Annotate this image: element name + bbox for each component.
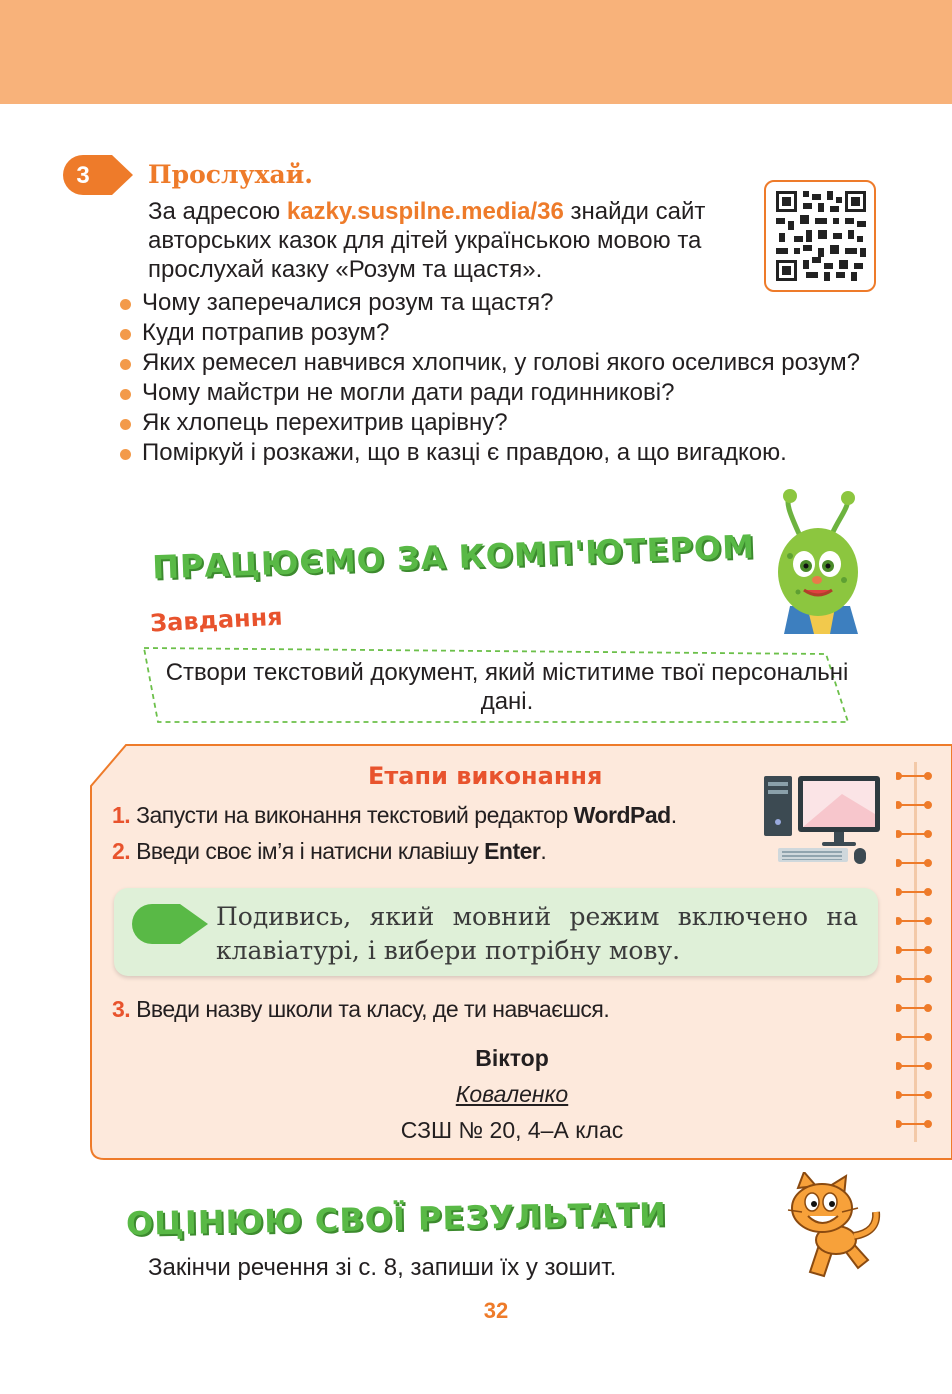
scratch-cat-icon — [780, 1172, 884, 1280]
stages-panel — [90, 744, 952, 1160]
example-first-name: Віктор — [475, 1045, 549, 1071]
example-school: СЗШ № 20, 4–А клас — [400, 1117, 624, 1143]
computer-section-heading: ПРАЦЮЄМО ЗА КОМП'ЮТЕРОМ — [151, 527, 756, 587]
example-last-name: Коваленко — [455, 1081, 569, 1107]
computer-icon — [762, 774, 882, 866]
step-3: 3. Введи назву школи та класу, де ти навчаєшся. — [112, 996, 610, 1022]
keyboard-language-note — [114, 888, 878, 976]
list-item: Поміркуй і розкажи, що в казці є правдою, а що вигадкою. — [118, 438, 860, 468]
exercise-title: Прослухай. — [148, 160, 313, 189]
alien-mascot-icon — [770, 488, 864, 634]
step-2: 2. Введи своє ім’я і натисни клавішу Enter. — [112, 838, 547, 864]
binder-rings-icon — [896, 762, 936, 1142]
results-heading: ОЦІНЮЮ СВОЇ РЕЗУЛЬТАТИ — [125, 1195, 668, 1243]
list-item: Яких ремесел навчився хлопчик, у голові якого оселився розум? — [118, 348, 860, 378]
exercise-number: 3 — [76, 162, 90, 189]
qr-code[interactable] — [764, 180, 876, 292]
list-item: Як хлопець перехитрив царівну? — [118, 408, 860, 438]
page-number: 32 — [483, 1298, 509, 1323]
task-box — [142, 646, 848, 722]
list-item: Чому заперечалися розум та щастя? — [118, 288, 860, 318]
list-item: Куди потрапив розум? — [118, 318, 860, 348]
story-link[interactable]: kazky.suspilne.media/36 — [286, 198, 564, 225]
example-document — [312, 1040, 712, 1148]
note-text: Подивись, який мовний режим включено на клавіатурі, і вибери потрібну мову. — [216, 902, 858, 965]
step-1: 1. Запусти на виконання текстовий редактор WordPad. — [112, 802, 677, 828]
task-text: Створи текстовий документ, який міститиме твої персональні дані. — [165, 659, 849, 715]
top-color-band — [0, 0, 952, 104]
list-item: Чому майстри не могли дати ради годинникові? — [118, 378, 860, 408]
stages-title: Етапи виконання — [368, 762, 603, 790]
task-label: Завдання — [149, 602, 284, 638]
qr-code-icon — [776, 190, 866, 282]
note-arrow-icon — [130, 902, 210, 946]
exercise-intro: За адресою kazky.suspilne.media/36 знайди сайт авторських казок для дітей українською мовою та прослухай казку «Розум та щастя». — [148, 198, 706, 283]
exercise-number-badge — [62, 154, 134, 196]
results-text: Закінчи речення зі с. 8, запиши їх у зошит. — [148, 1254, 617, 1281]
question-list — [118, 288, 860, 468]
